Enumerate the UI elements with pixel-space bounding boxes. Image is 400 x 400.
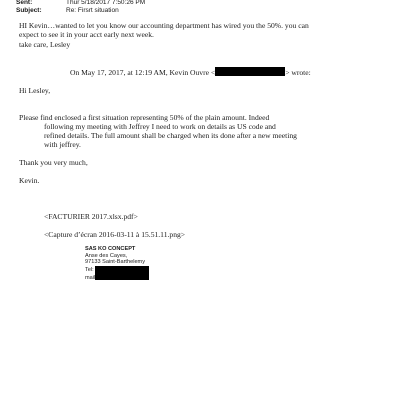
sent-value: Thur 5/18/2017 7:50:26 PM bbox=[66, 0, 146, 6]
subject-row bbox=[16, 7, 119, 15]
signature-city: 97133 Saint-Barthelemy bbox=[85, 259, 146, 265]
subject-value: Re: Firsrt situation bbox=[66, 7, 119, 14]
reply-signoff: take care, Lesley bbox=[19, 40, 71, 49]
redacted-mail bbox=[95, 272, 149, 280]
quote-para-line-2: following my meeting with Jeffrey I need to work on details as US code and bbox=[44, 122, 276, 131]
sent-row bbox=[16, 0, 145, 7]
sent-label: Sent: bbox=[16, 0, 33, 6]
signature-tel-label: Tel: bbox=[85, 267, 94, 273]
quote-para-line-4: with jeffrey. bbox=[44, 140, 81, 149]
attachment-png[interactable]: <Capture d’écran 2016-03-11 à 15.51.11.png> bbox=[44, 230, 186, 239]
quote-intro bbox=[70, 67, 311, 77]
signature-mail-label: mail bbox=[85, 275, 96, 281]
quote-thanks: Thank you very much, bbox=[19, 158, 88, 167]
quote-intro-prefix: On May 17, 2017, at 12:19 AM, Kevin Ouvre < bbox=[70, 68, 216, 77]
quote-intro-suffix: > wrote: bbox=[285, 68, 311, 77]
quote-para-line-3: refined details. The full amount shall be charged when its done after a new meeting bbox=[44, 131, 297, 140]
quote-name: Kevin. bbox=[19, 176, 40, 185]
subject-label: Subject: bbox=[16, 7, 42, 14]
signature-street: Anse des Cayes, bbox=[85, 253, 128, 259]
redacted-email bbox=[215, 67, 285, 76]
reply-line-1: HI Kevin…wanted to let you know our accounting department has wired you the 50%. you can bbox=[19, 21, 309, 30]
signature-company: SAS KO CONCEPT bbox=[85, 246, 136, 252]
quote-para-line-1: Please find enclosed a first situation representing 50% of the plain amount. Indeed bbox=[19, 113, 270, 122]
signature-mail bbox=[85, 272, 149, 282]
reply-line-2: expect to see it in your acct early next week. bbox=[19, 30, 154, 39]
attachment-pdf[interactable]: <FACTURIER 2017.xlsx.pdf> bbox=[44, 212, 138, 221]
quote-greeting: Hi Lesley, bbox=[19, 86, 51, 95]
